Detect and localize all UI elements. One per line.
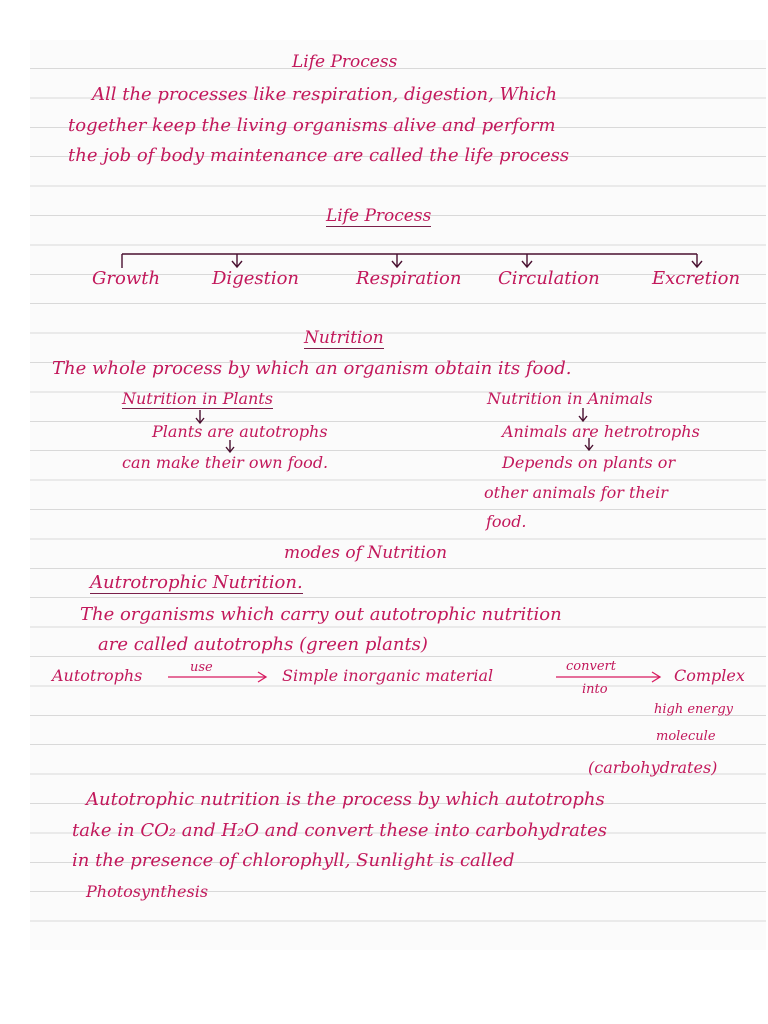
plants-line-2: can make their own food.: [122, 453, 329, 472]
plants-line-1: Plants are autotrophs: [152, 422, 328, 441]
photosynthesis-line-2: take in CO₂ and H₂O and convert these into carbohydrates: [72, 820, 607, 841]
animals-heading: Nutrition in Animals: [487, 389, 653, 408]
tree-heading: Life Process: [326, 206, 432, 226]
flow-start: Autotrophs: [52, 666, 143, 685]
autotrophic-def-line-1: The organisms which carry out autotrophic nutrition: [80, 604, 562, 625]
photosynthesis-line-4: Photosynthesis: [86, 882, 209, 901]
animals-line-1: Animals are hetrotrophs: [502, 422, 700, 441]
autotrophic-heading: Autrotrophic Nutrition.: [90, 572, 303, 593]
modes-heading: modes of Nutrition: [284, 543, 448, 563]
branch-circulation: Circulation: [498, 268, 600, 289]
flow-end-1: Complex: [674, 666, 745, 685]
plants-heading: Nutrition in Plants: [122, 389, 273, 408]
photosynthesis-line-3: in the presence of chlorophyll, Sunlight is called: [72, 850, 515, 871]
nutrition-definition: The whole process by which an organism obtain its food.: [52, 358, 572, 379]
flow-into-label: into: [582, 682, 608, 697]
branch-respiration: Respiration: [356, 268, 462, 289]
definition-line-1: All the processes like respiration, digestion, Which: [92, 84, 558, 105]
animals-line-2: Depends on plants or: [502, 453, 676, 472]
definition-line-3: the job of body maintenance are called the life process: [68, 145, 570, 166]
nutrition-heading: Nutrition: [304, 328, 384, 348]
branch-excretion: Excretion: [652, 268, 741, 289]
photosynthesis-line-1: Autotrophic nutrition is the process by which autotrophs: [86, 789, 605, 810]
flow-use-label: use: [190, 660, 213, 675]
animals-line-3: other animals for their: [484, 483, 668, 502]
page-title: Life Process: [292, 52, 398, 72]
branch-digestion: Digestion: [212, 268, 300, 289]
flow-middle: Simple inorganic material: [282, 666, 494, 685]
flow-end-4: (carbohydrates): [588, 758, 718, 777]
branch-growth: Growth: [92, 268, 161, 289]
definition-line-2: together keep the living organisms alive and perform: [68, 115, 556, 136]
flow-convert-label: convert: [566, 659, 616, 674]
animals-line-4: food.: [486, 512, 527, 531]
flow-end-3: molecule: [656, 729, 716, 744]
flow-end-2: high energy: [654, 702, 733, 717]
autotrophic-def-line-2: are called autotrophs (green plants): [98, 634, 428, 655]
